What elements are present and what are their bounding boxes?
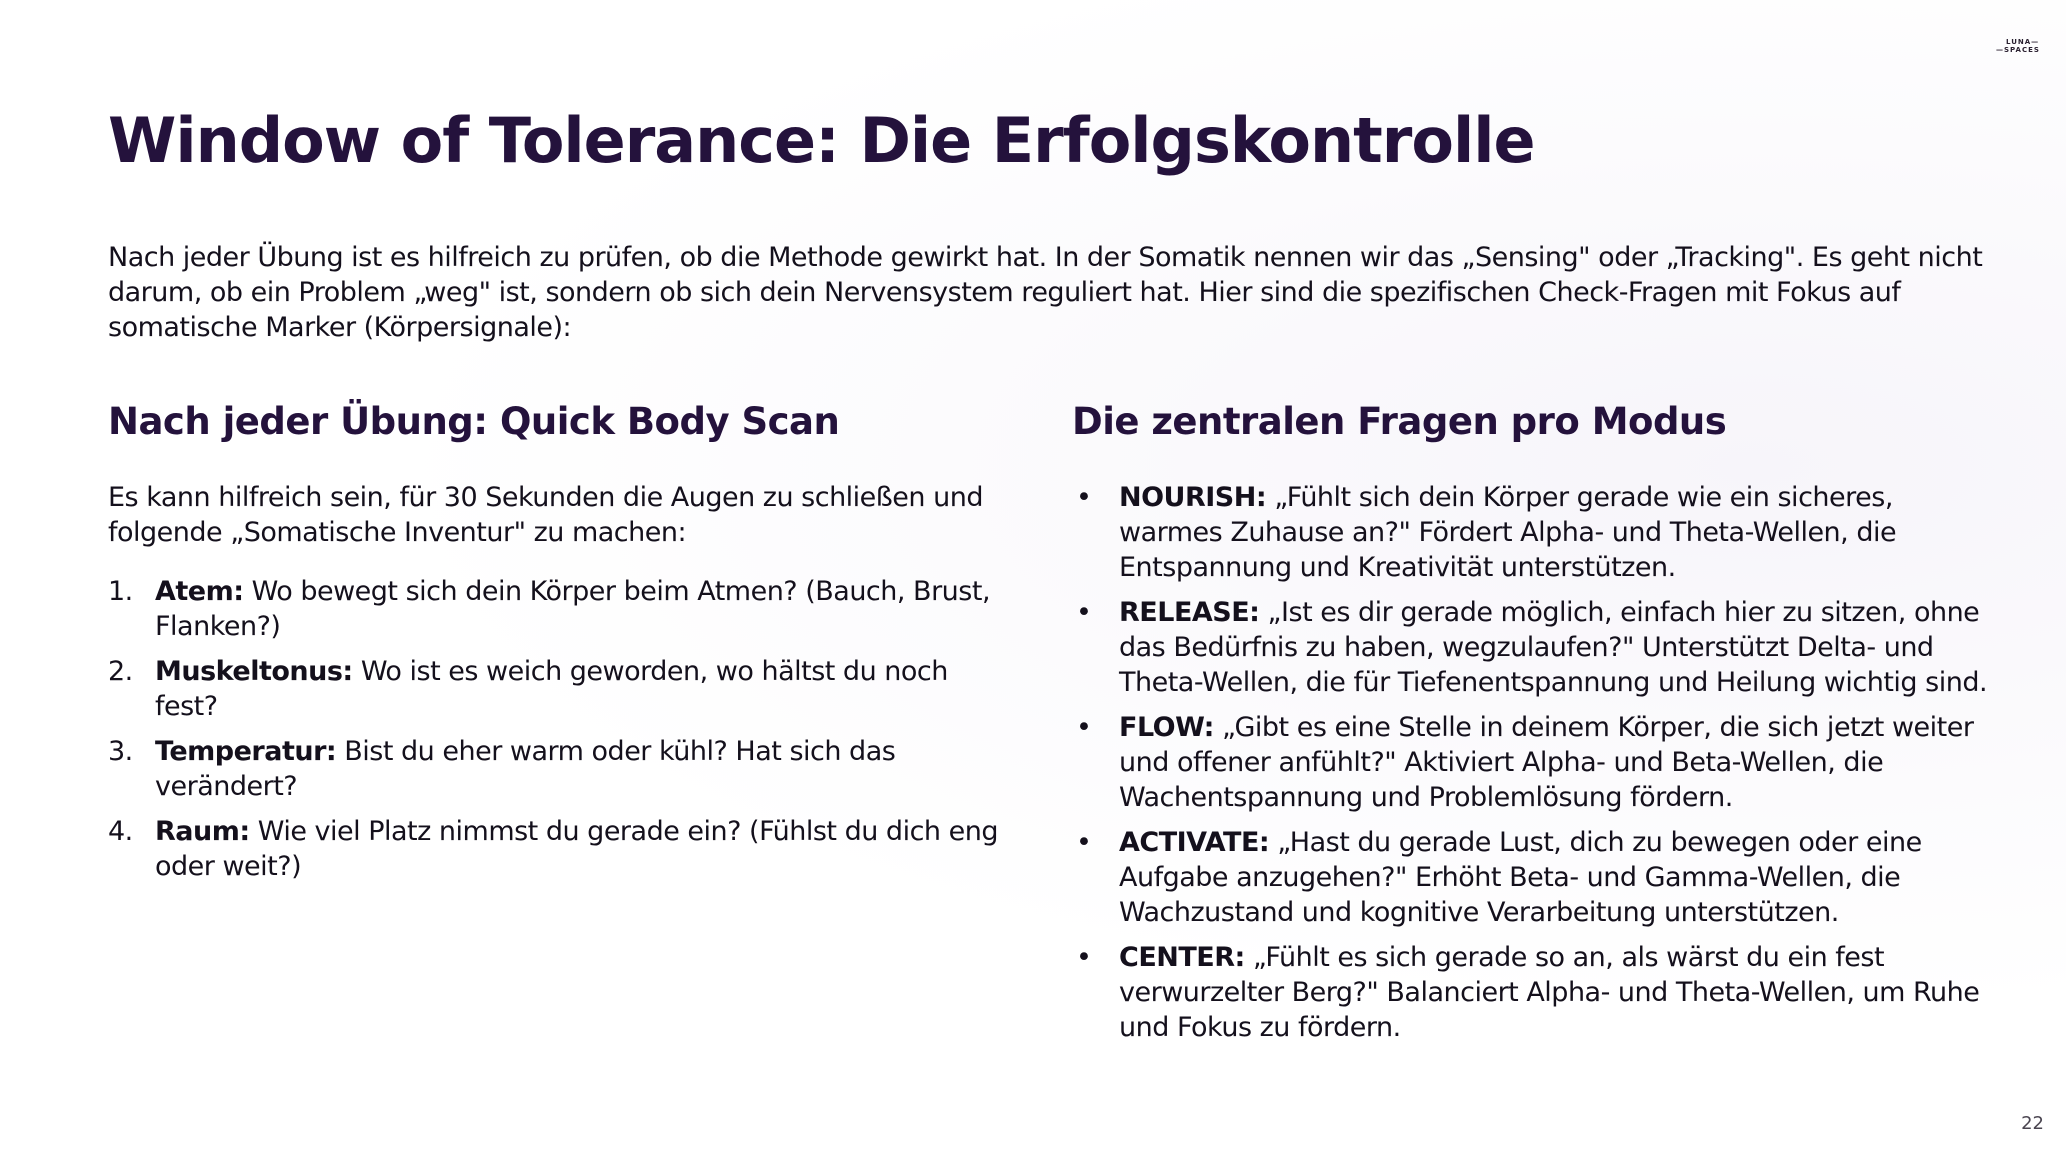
list-item <box>108 734 1008 804</box>
bullet-icon: • <box>1076 942 1092 973</box>
mode-label: FLOW: <box>1119 712 1214 743</box>
logo-line-2: —SPACES <box>1996 46 2040 54</box>
mode-label: NOURISH: <box>1119 482 1267 513</box>
mode-label: CENTER: <box>1119 942 1245 973</box>
mode-text: „Ist es dir gerade möglich, einfach hier zu sitzen, ohne das Bedürfnis zu haben, wegzulaufen?" Unterstützt Delta- und Theta-Wellen, die für Tiefenentspannung und Heilung wichtig sind. <box>1119 597 1988 698</box>
list-item <box>108 654 1008 724</box>
bullet-icon: • <box>1076 597 1092 628</box>
mode-text: „Fühlt sich dein Körper gerade wie ein sicheres, warmes Zuhause an?" Fördert Alpha- und Theta-Wellen, die Entspannung und Kreativität unterstützen. <box>1119 482 1897 583</box>
list-number: 3. <box>108 736 133 767</box>
list-item-label: Temperatur: <box>155 736 337 767</box>
mode-label: RELEASE: <box>1119 597 1260 628</box>
list-number: 4. <box>108 816 133 847</box>
body-scan-list <box>108 574 1008 894</box>
bullet-icon: • <box>1076 482 1092 513</box>
list-item-label: Muskeltonus: <box>155 656 353 687</box>
list-item <box>1072 710 1992 815</box>
modes-heading: Die zentralen Fragen pro Modus <box>1072 400 1727 443</box>
logo-line-1: LUNA— <box>2006 38 2040 46</box>
modes-list <box>1072 480 1992 1055</box>
intro-paragraph: Nach jeder Übung ist es hilfreich zu prüfen, ob die Methode gewirkt hat. In der Somatik nennen wir das „Sensing" oder „Tracking". Es geht nicht darum, ob ein Problem „weg" ist, sondern ob sich dein Nervensystem reguliert hat. Hier sind die spezifischen Check-Fragen mit Fokus auf somatische Marker (Körpersignale): <box>108 242 1983 343</box>
list-item-text: Wie viel Platz nimmst du gerade ein? (Fühlst du dich eng oder weit?) <box>155 816 998 882</box>
list-item <box>1072 940 1992 1045</box>
list-item <box>1072 480 1992 585</box>
mode-text: „Fühlt es sich gerade so an, als wärst du ein fest verwurzelter Berg?" Balanciert Alpha- und Theta-Wellen, um Ruhe und Fokus zu fördern. <box>1119 942 1980 1043</box>
list-item <box>108 814 1008 884</box>
list-item-text: Bist du eher warm oder kühl? Hat sich das verändert? <box>155 736 896 802</box>
bullet-icon: • <box>1076 712 1092 743</box>
body-scan-heading: Nach jeder Übung: Quick Body Scan <box>108 400 840 443</box>
page-title: Window of Tolerance: Die Erfolgskontrolle <box>108 104 1535 177</box>
list-item-text: Wo ist es weich geworden, wo hältst du noch fest? <box>155 656 948 722</box>
mode-text: „Gibt es eine Stelle in deinem Körper, die sich jetzt weiter und offener anfühlt?" Aktiviert Alpha- und Beta-Wellen, die Wachentspannung und Problemlösung fördern. <box>1119 712 1974 813</box>
bullet-icon: • <box>1076 827 1092 858</box>
list-number: 2. <box>108 656 133 687</box>
list-item <box>1072 825 1992 930</box>
list-item <box>108 574 1008 644</box>
list-item <box>1072 595 1992 700</box>
mode-label: ACTIVATE: <box>1119 827 1270 858</box>
mode-text: „Hast du gerade Lust, dich zu bewegen oder eine Aufgabe anzugehen?" Erhöht Beta- und Gamma-Wellen, die Wachzustand und kognitive Verarbeitung unterstützen. <box>1119 827 1922 928</box>
list-number: 1. <box>108 576 133 607</box>
list-item-label: Raum: <box>155 816 250 847</box>
list-item-label: Atem: <box>155 576 244 607</box>
page-number: 22 <box>2021 1113 2044 1134</box>
list-item-text: Wo bewegt sich dein Körper beim Atmen? (Bauch, Brust, Flanken?) <box>155 576 991 642</box>
body-scan-intro: Es kann hilfreich sein, für 30 Sekunden die Augen zu schließen und folgende „Somatische Inventur" zu machen: <box>108 482 983 548</box>
brand-logo <box>1996 38 2046 54</box>
